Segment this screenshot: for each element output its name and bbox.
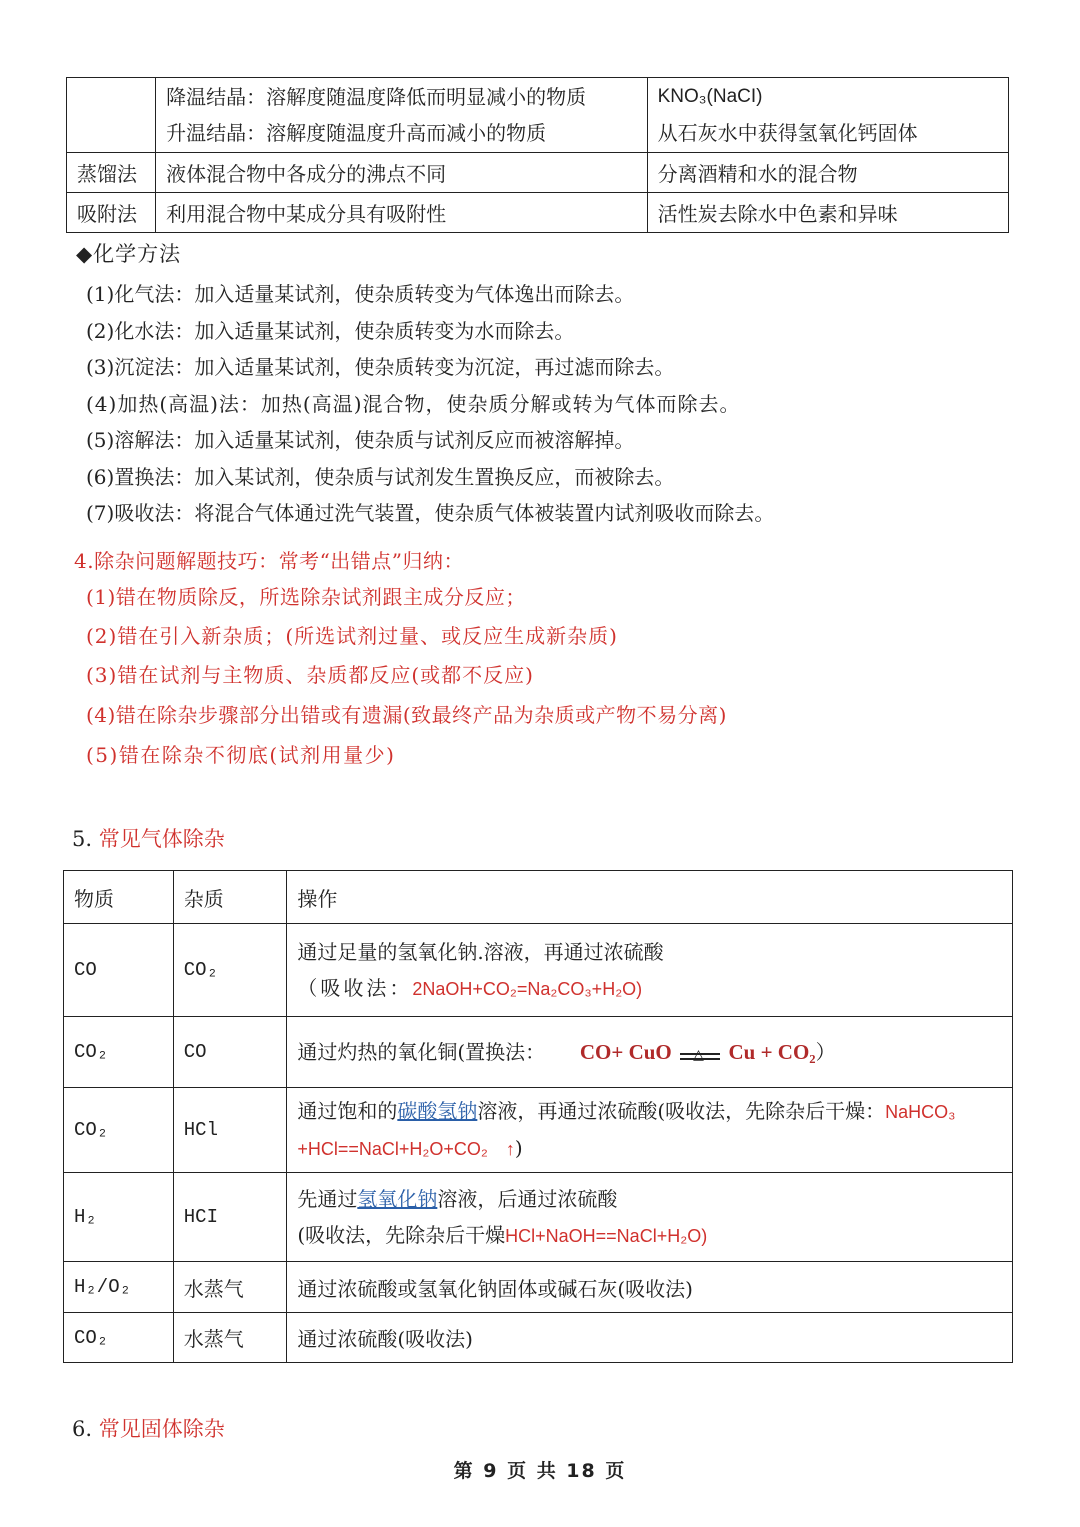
section-title [72, 1413, 225, 1443]
operation-line [297, 1181, 1002, 1217]
example-line: 从石灰水中获得氢氧化钙固体 [657, 121, 918, 145]
method-item: (2)化水法：加入适量某试剂，使杂质转变为水而除去。 [86, 319, 575, 343]
column-header: 物质 [64, 871, 174, 924]
operation-line [297, 1130, 1002, 1167]
operation-text: 溶液，后通过浓硫酸 [437, 1186, 618, 1211]
method-cell: 吸附法 [67, 193, 156, 233]
operation-line [297, 1093, 1002, 1130]
principle-cell: 利用混合物中某成分具有吸附性 [156, 193, 648, 233]
operation-cell: 通过浓硫酸或氢氧化钠固体或碱石灰(吸收法) [287, 1262, 1013, 1313]
operation-cell [287, 1017, 1013, 1088]
substance-cell: CO₂ [64, 1088, 174, 1173]
column-header: 杂质 [173, 871, 287, 924]
operation-line [297, 1034, 1002, 1070]
equation-right: Cu + CO₂ [728, 1040, 816, 1064]
table-row [64, 1088, 1013, 1173]
operation-text: (吸收法，先除杂后干燥 [297, 1222, 506, 1247]
table-row [67, 153, 1009, 193]
reaction-equation: HCl+NaOH==NaCl+H₂O) [505, 1225, 708, 1246]
example-line: KNO₃(NaCI) [657, 86, 763, 107]
tip-item: (2)错在引入新杂质；(所选试剂过量、或反应生成新杂质) [86, 624, 618, 648]
example-cell [647, 78, 1008, 153]
example-cell: 活性炭去除水中色素和异味 [647, 193, 1008, 233]
operation-text: 通过饱和的 [297, 1099, 398, 1123]
principle-cell [156, 78, 648, 153]
substance-cell: CO₂ [64, 1313, 174, 1363]
tip-item: (5)错在除杂不彻底(试剂用量少) [86, 743, 396, 767]
tip-item: (4)错在除杂步骤部分出错或有遗漏(致最终产品为杂质或产物不易分离) [86, 703, 727, 727]
section-number: 5. [72, 827, 93, 851]
principle-cell: 液体混合物中各成分的沸点不同 [156, 153, 648, 193]
page-number-footer: 第 9 页 共 18 页 [453, 1460, 627, 1482]
reagent-link[interactable]: 碳酸氢钠 [397, 1099, 478, 1123]
table-header-row [64, 871, 1013, 924]
operation-text: 先通过 [297, 1186, 358, 1211]
reaction-equation: 2NaOH+CO₂=Na₂CO₃+H₂O) [412, 978, 643, 999]
operation-cell: 通过浓硫酸(吸收法) [287, 1313, 1013, 1363]
impurity-cell: 水蒸气 [173, 1262, 287, 1313]
impurity-cell: HCI [173, 1173, 287, 1262]
section-title [72, 823, 225, 853]
method-item: (6)置换法：加入某试剂，使杂质与试剂发生置换反应，而被除去。 [86, 465, 675, 489]
operation-text: 溶液，再通过浓硫酸(吸收法，先除杂后干燥： [477, 1099, 886, 1123]
operation-line: 通过足量的氢氧化钠.溶液，再通过浓硫酸 [297, 939, 664, 964]
operation-cell [287, 924, 1013, 1017]
substance-cell: CO [64, 924, 174, 1017]
principle-line: 降温结晶：溶解度随温度降低而明显减小的物质 [166, 85, 587, 109]
reaction-equation: NaHCO₃ [885, 1102, 956, 1122]
substance-cell: H₂ [64, 1173, 174, 1262]
operation-line [297, 970, 1002, 1007]
table-row [67, 78, 1009, 153]
section-number: 6. [72, 1417, 93, 1441]
heat-condition-sign [678, 1043, 722, 1065]
table-row [67, 193, 1009, 233]
tips-title: 4.除杂问题解题技巧：常考“出错点”归纳： [74, 549, 465, 573]
principle-line: 升温结晶：溶解度随温度升高而减小的物质 [166, 121, 547, 145]
reagent-link[interactable]: 氢氧化钠 [357, 1186, 438, 1211]
method-item: (5)溶解法：加入适量某试剂，使杂质与试剂反应而被溶解掉。 [86, 428, 635, 452]
impurity-cell: 水蒸气 [173, 1313, 287, 1363]
operation-cell [287, 1173, 1013, 1262]
impurity-cell: CO [173, 1017, 287, 1088]
substance-cell: H₂/O₂ [64, 1262, 174, 1313]
operation-cell [287, 1088, 1013, 1173]
impurity-cell: CO₂ [173, 924, 287, 1017]
column-header: 操作 [287, 871, 1013, 924]
method-item: (3)沉淀法：加入适量某试剂，使杂质转变为沉淀，再过滤而除去。 [86, 355, 675, 379]
method-cell [67, 78, 156, 153]
section-text: 常见气体除杂 [98, 827, 225, 851]
table-row [64, 1262, 1013, 1313]
operation-text: ) [514, 1136, 523, 1160]
chemical-methods-heading: ◆化学方法 [76, 242, 182, 266]
operation-text: （吸收法： [297, 975, 413, 1000]
section-text: 常见固体除杂 [98, 1417, 225, 1441]
separation-methods-table [66, 77, 1009, 233]
method-item: (7)吸收法：将混合气体通过洗气装置，使杂质气体被装置内试剂吸收而除去。 [86, 501, 775, 525]
method-item: (4)加热(高温)法：加热(高温)混合物，使杂质分解或转为气体而除去。 [86, 392, 741, 416]
operation-line [297, 1217, 1002, 1254]
table-row [64, 1313, 1013, 1363]
tip-item: (1)错在物质除反，所选除杂试剂跟主成分反应； [86, 585, 526, 609]
delta-icon: △ [693, 1046, 704, 1063]
gas-impurity-table [63, 870, 1013, 1363]
method-item: (1)化气法：加入适量某试剂，使杂质转变为气体逸出而除去。 [86, 282, 635, 306]
operation-text: ） [815, 1040, 836, 1064]
operation-text: 通过灼热的氧化铜(置换法： [297, 1040, 546, 1064]
equation-left: CO+ CuO [579, 1040, 672, 1064]
method-cell: 蒸馏法 [67, 153, 156, 193]
reaction-equation: +HCl==NaCl+H₂O+CO₂ ↑ [297, 1139, 515, 1159]
example-cell: 分离酒精和水的混合物 [647, 153, 1008, 193]
table-row [64, 1173, 1013, 1262]
table-row [64, 1017, 1013, 1088]
table-row [64, 924, 1013, 1017]
tip-item: (3)错在试剂与主物质、杂质都反应(或都不反应) [86, 663, 534, 687]
substance-cell: CO₂ [64, 1017, 174, 1088]
impurity-cell: HCl [173, 1088, 287, 1173]
